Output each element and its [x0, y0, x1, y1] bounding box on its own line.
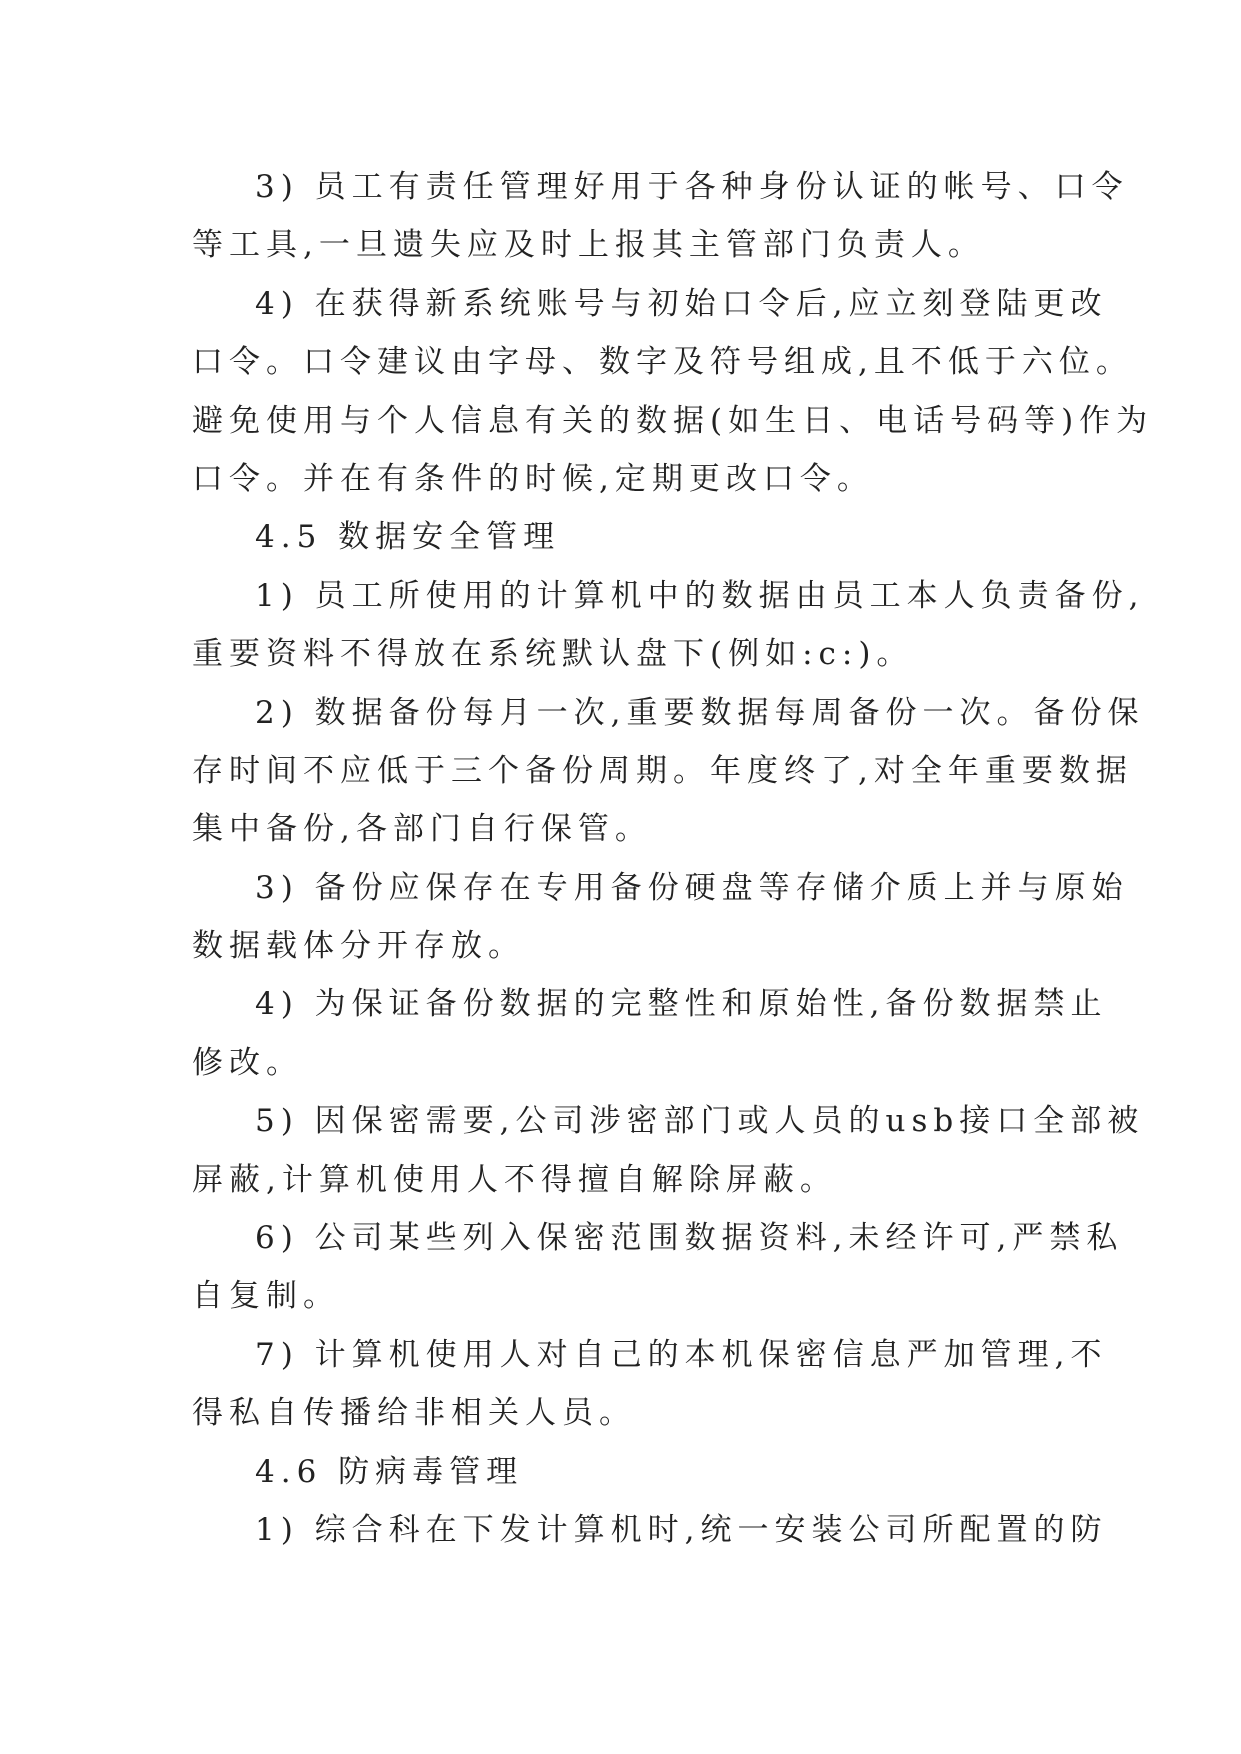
paragraph-line: 等工具,一旦遗失应及时上报其主管部门负责人。 — [192, 227, 985, 264]
paragraph-line: 修改。 — [192, 1044, 303, 1081]
paragraph-line: 得私自传播给非相关人员。 — [192, 1395, 636, 1432]
section-heading: 4.5 数据安全管理 — [255, 519, 561, 556]
paragraph-line: 3) 员工有责任管理好用于各种身份认证的帐号、口令 — [255, 169, 1129, 205]
paragraph-line: 7) 计算机使用人对自己的本机保密信息严加管理,不 — [255, 1336, 1108, 1373]
paragraph-line: 2) 数据备份每月一次,重要数据每周备份一次。备份保 — [255, 694, 1145, 731]
paragraph-line: 避免使用与个人信息有关的数据(如生日、电话号码等)作为 — [192, 402, 1154, 439]
paragraph-line: 口令。并在有条件的时候,定期更改口令。 — [192, 460, 874, 497]
paragraph-line: 重要资料不得放在系统默认盘下(例如:c:)。 — [192, 636, 914, 673]
paragraph-line: 1) 员工所使用的计算机中的数据由员工本人负责备份, — [255, 577, 1145, 614]
paragraph-line: 口令。口令建议由字母、数字及符号组成,且不低于六位。 — [192, 344, 1133, 381]
paragraph-line: 5) 因保密需要,公司涉密部门或人员的usb接口全部被 — [255, 1103, 1145, 1140]
paragraph-line: 3) 备份应保存在专用备份硬盘等存储介质上并与原始 — [255, 869, 1129, 906]
paragraph-line: 屏蔽,计算机使用人不得擅自解除屏蔽。 — [192, 1161, 837, 1198]
paragraph-line: 存时间不应低于三个备份周期。年度终了,对全年重要数据 — [192, 752, 1133, 789]
document-body — [192, 158, 1154, 1559]
paragraph-line: 自复制。 — [192, 1278, 340, 1315]
paragraph-line: 4) 在获得新系统账号与初始口令后,应立刻登陆更改 — [255, 285, 1108, 322]
section-heading: 4.6 防病毒管理 — [255, 1453, 524, 1490]
paragraph-line: 1) 综合科在下发计算机时,统一安装公司所配置的防 — [255, 1511, 1108, 1548]
paragraph-line: 集中备份,各部门自行保管。 — [192, 811, 652, 848]
paragraph-line: 4) 为保证备份数据的完整性和原始性,备份数据禁止 — [255, 986, 1108, 1023]
paragraph-line: 数据载体分开存放。 — [192, 928, 525, 965]
paragraph-line: 6) 公司某些列入保密范围数据资料,未经许可,严禁私 — [255, 1220, 1124, 1257]
